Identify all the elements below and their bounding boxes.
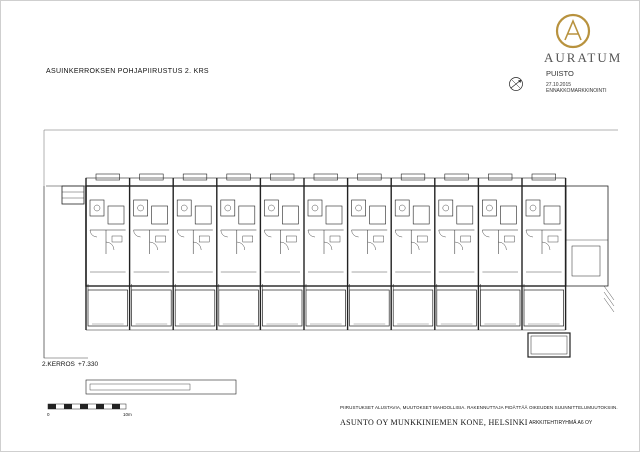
drawing-date: 27.10.2015 [546, 82, 572, 88]
drawing-title: ASUINKERROKSEN POHJAPIIRUSTUS 2. KRS [46, 68, 209, 75]
level-label: +7.330 [78, 361, 99, 368]
drawing-stage: ENNAKKOMARKKINOINTI [546, 88, 607, 94]
housing-company-name: ASUNTO OY MUNKKINIEMEN KONE, HELSINKI [340, 418, 528, 427]
floor-label: 2.KERROS [42, 361, 75, 368]
project-name: PUISTO [546, 69, 574, 78]
brand-name: AURATUM [544, 50, 623, 65]
scale-end-label: 10m [123, 412, 132, 417]
scale-start-label: 0 [47, 412, 50, 417]
architect-name: ARKKITEHTIRYHMÄ A6 OY [529, 420, 593, 426]
disclaimer-note: PIIRUSTUKSET ALUSTAVIA, MUUTOKSET MAHDOLLISIA. RAKENNUTTAJA PIDÄTTÄÄ OIKEUDEN SUUNNITTELUMUUTOKSIIN. [340, 405, 618, 410]
